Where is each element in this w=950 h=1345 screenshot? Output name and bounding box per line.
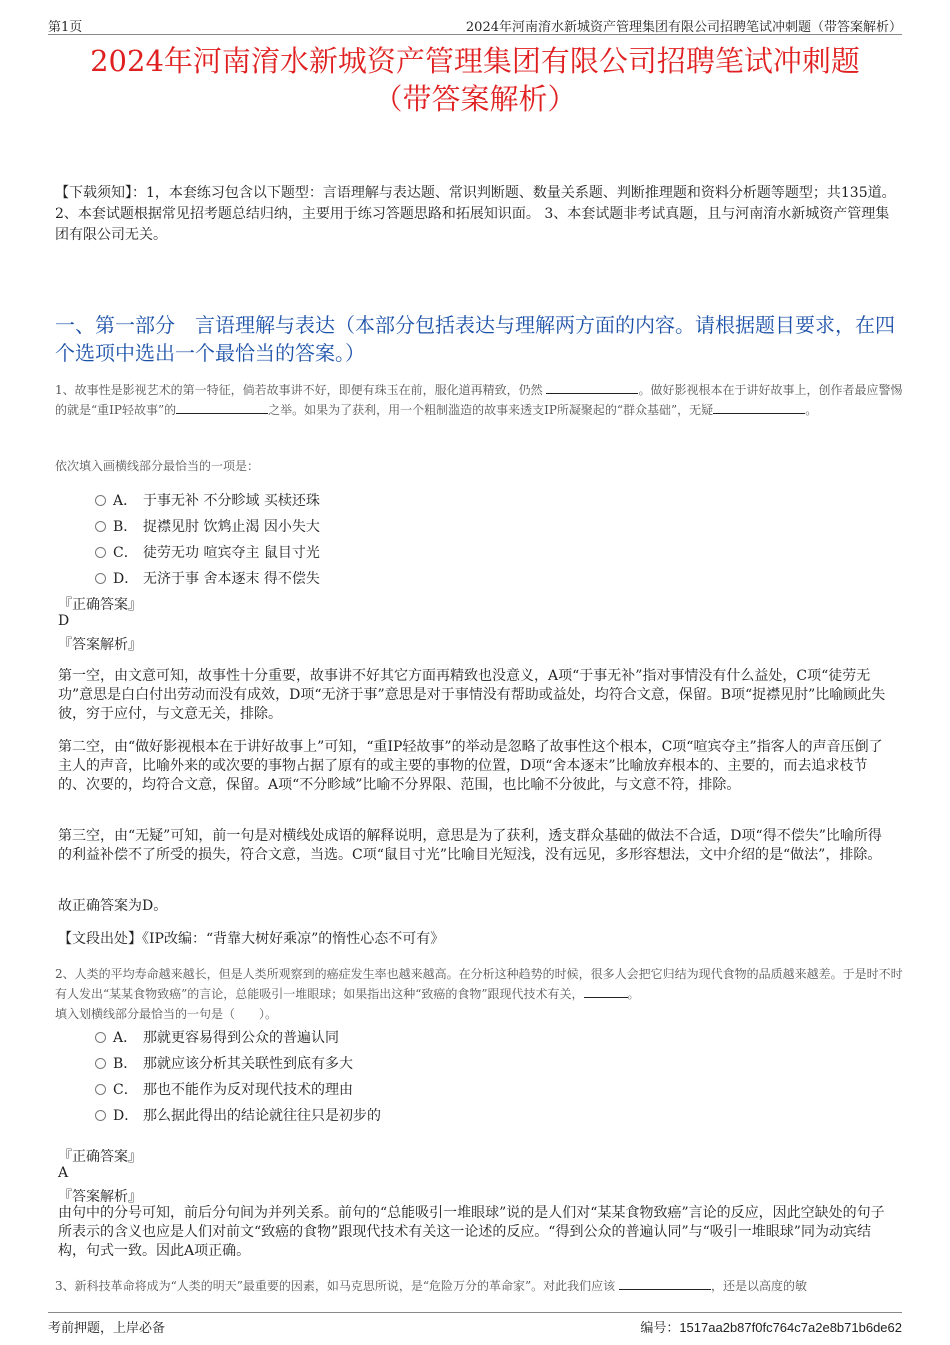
question-2-stem: 2、人类的平均寿命越来越长，但是人类所观察到的癌症发生率也越来越高。在分析这种趋势的时候，很多人会把它归结为现代食物的品质越来越差。于是时不时有人发出“某某食物致癌”的言论，总能吸引一堆眼球；如果指出这种“致癌的食物”跟现代技术有关， 。 bbox=[55, 967, 903, 1001]
q1-option-b[interactable]: B． 捉襟见肘 饮鸩止渴 因小失大 bbox=[95, 516, 320, 538]
section-heading: 一、第一部分 言语理解与表达（本部分包括表达与理解两方面的内容。请根据题目要求，在四个选项中选出一个最恰当的答案。） bbox=[55, 313, 895, 365]
q1-stem-part-b: 。做好影视根本在于讲好故事上，创作者最应警惕的就是“重IP轻故事”的 bbox=[55, 383, 903, 417]
q1-blank-2 bbox=[176, 401, 268, 414]
q2-answer: A bbox=[58, 1165, 69, 1181]
download-notice: 【下载须知】：1，本套练习包含以下题型：言语理解与表达题、常识判断题、数量关系题、判断推理题和资料分析题等题型；共135道。 2、本套试题根据常见招考题总结归纳，主要用于练习答题思路和拓展知识面。 3、本套试题非考试真题，且与河南淯水新城资产管理集团有限公司无关。 bbox=[55, 185, 896, 243]
question-1-stem bbox=[55, 380, 903, 420]
radio-icon[interactable] bbox=[95, 495, 106, 506]
page-number: 第1页 bbox=[48, 20, 83, 35]
q1-analysis-conclusion: 故正确答案为D。 bbox=[58, 898, 168, 914]
question-3-stem: 3、新科技革命将成为“人类的明天”最重要的因素，如马克思所说，是“危险万分的革命家”。对此我们应该 ，还是以高度的敏 bbox=[55, 1279, 808, 1293]
radio-icon[interactable] bbox=[95, 573, 106, 584]
radio-icon[interactable] bbox=[95, 547, 106, 558]
q2-option-a[interactable]: A． 那就更容易得到公众的普遍认同 bbox=[95, 1027, 339, 1049]
q1-blank-3 bbox=[713, 401, 805, 414]
q2-option-b[interactable]: B． 那就应该分析其关联性到底有多大 bbox=[95, 1053, 353, 1075]
q1-option-a[interactable]: A． 于事无补 不分畛域 买椟还珠 bbox=[95, 490, 320, 512]
q2-option-c[interactable]: C． 那也不能作为反对现代技术的理由 bbox=[95, 1079, 353, 1101]
q1-option-d[interactable]: D． 无济于事 舍本逐末 得不偿失 bbox=[95, 568, 320, 590]
radio-icon[interactable] bbox=[95, 1110, 106, 1121]
question-1-prompt: 依次填入画横线部分最恰当的一项是： bbox=[55, 459, 260, 473]
q2-blank bbox=[584, 985, 628, 998]
running-title: 2024年河南淯水新城资产管理集团有限公司招聘笔试冲刺题（带答案解析） bbox=[465, 20, 902, 35]
q2-option-d[interactable]: D． 那么据此得出的结论就往往只是初步的 bbox=[95, 1105, 381, 1127]
radio-icon[interactable] bbox=[95, 1032, 106, 1043]
q2-analysis-label: 『答案解析』 bbox=[58, 1189, 142, 1205]
radio-icon[interactable] bbox=[95, 1084, 106, 1095]
q1-answer-label: 『正确答案』 bbox=[58, 597, 142, 613]
q1-stem-part-d: 。 bbox=[805, 403, 818, 417]
q1-option-c[interactable]: C． 徒劳无功 喧宾夺主 鼠目寸光 bbox=[95, 542, 320, 564]
q1-blank-1 bbox=[546, 381, 638, 394]
q1-source: 【文段出处】《IP改编：“背靠大树好乘凉”的惰性心态不可有》 bbox=[58, 931, 445, 947]
q2-answer-label: 『正确答案』 bbox=[58, 1149, 142, 1165]
q2-analysis-paragraph: 由句中的分号可知，前后分句间为并列关系。前句的“总能吸引一堆眼球”说的是人们对“某某食物致癌”言论的反应，因此空缺处的句子所表示的含义也应是人们对前文“致癌的食物”跟现代技术有关这一论述的反应。“得到公众的普遍认同”与“吸引一堆眼球”同为动宾结构，句式一致。因此A项正确。 bbox=[58, 1205, 885, 1259]
title-line-1: 2024年河南淯水新城资产管理集团有限公司招聘笔试冲刺题 bbox=[90, 44, 860, 78]
page-footer bbox=[48, 1312, 902, 1337]
q1-analysis-paragraph-1: 第一空，由文意可知，故事性十分重要，故事讲不好其它方面再精致也没意义，A项“于事无补”指对事情没有什么益处，C项“徒劳无功”意思是白白付出劳动而没有成效，D项“无济于事”意思是对于事情没有帮助或益处，均符合文意，保留。B项“捉襟见肘”比喻顾此失彼，穷于应付，与文意无关，排除。 bbox=[58, 668, 886, 722]
radio-icon[interactable] bbox=[95, 1058, 106, 1069]
question-2-prompt: 填入划横线部分最恰当的一句是（ ）。 bbox=[55, 1007, 278, 1021]
footer-slogan: 考前押题，上岸必备 bbox=[48, 1321, 166, 1336]
q1-analysis-label: 『答案解析』 bbox=[58, 637, 142, 653]
document-title bbox=[40, 42, 910, 118]
q1-answer: D bbox=[58, 613, 70, 629]
q1-stem-part-c: 之举。如果为了获利，用一个粗制滥造的故事来透支IP所凝聚起的“群众基础”，无疑 bbox=[268, 403, 714, 417]
page-header bbox=[48, 14, 902, 35]
title-line-2: （带答案解析） bbox=[373, 82, 577, 116]
document-code: 编号：1517aa2b87f0fc764c7a2e8b71b6de62 bbox=[640, 1320, 902, 1336]
q3-blank bbox=[619, 1277, 711, 1290]
radio-icon[interactable] bbox=[95, 521, 106, 532]
q1-stem-part-a: 1、故事性是影视艺术的第一特征，倘若故事讲不好，即便有珠玉在前，服化道再精致，仍然 bbox=[55, 383, 543, 397]
q1-analysis-paragraph-2: 第二空，由“做好影视根本在于讲好故事上”可知，“重IP轻故事”的举动是忽略了故事性这个根本，C项“喧宾夺主”指客人的声音压倒了主人的声音，比喻外来的或次要的事物占据了原有的或主要的事物的位置，D项“舍本逐末”比喻放弃根本的、主要的，而去追求枝节的、次要的，均符合文意，保留。A项“不分畛域”比喻不分界限、范围，也比喻不分彼此，与文意不符，排除。 bbox=[58, 739, 883, 793]
q1-analysis-paragraph-3: 第三空，由“无疑”可知，前一句是对横线处成语的解释说明，意思是为了获利，透支群众基础的做法不合适，D项“得不偿失”比喻所得的利益补偿不了所受的损失，符合文意，当选。C项“鼠目寸光”比喻目光短浅，没有远见，多形容想法，文中介绍的是“做法”，排除。 bbox=[58, 828, 882, 863]
